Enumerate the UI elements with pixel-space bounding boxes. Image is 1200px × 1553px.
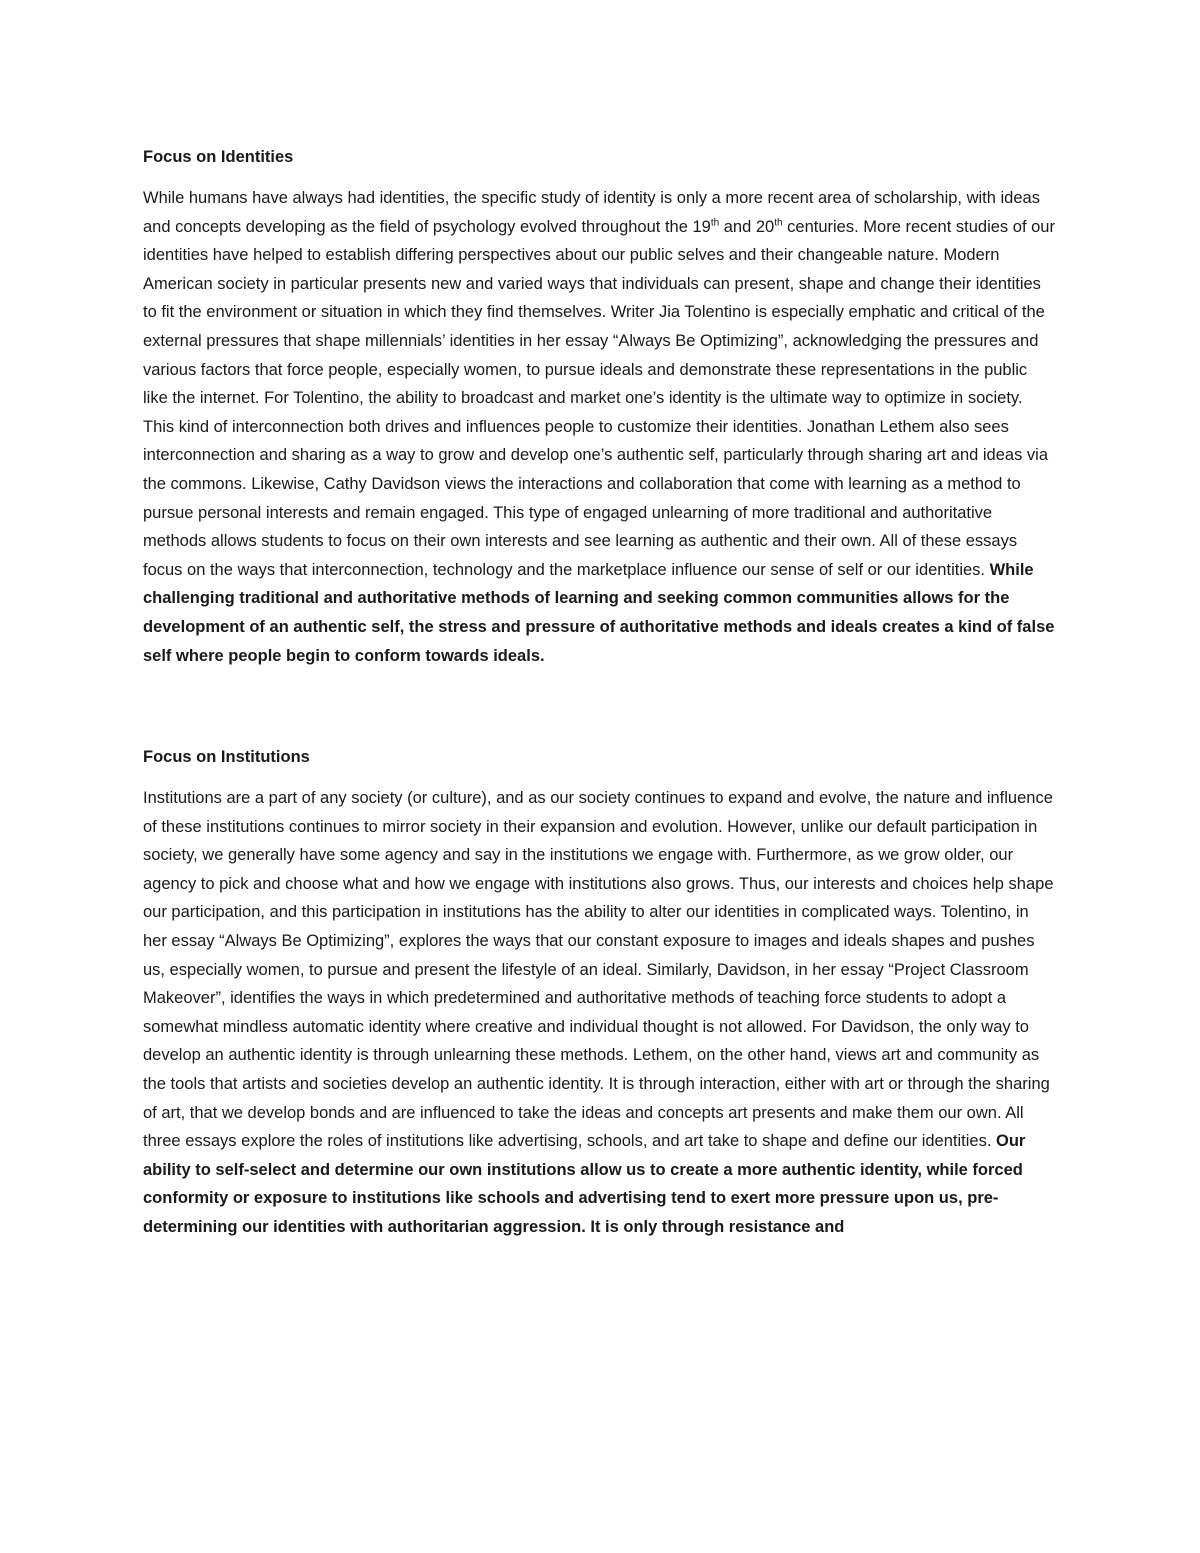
superscript: th	[710, 217, 720, 229]
section-heading-institutions: Focus on Institutions	[143, 748, 310, 767]
paragraph-institutions	[143, 784, 1055, 1242]
section-heading-identities: Focus on Identities	[143, 148, 294, 166]
thesis-statement-institutions: Our ability to self-select and determine our own institutions allow us to create a more authentic identity, while forced conformity or exposure to institutions like schools and advertising tend to exert more pressure upon us, pre-determining our identities with authoritarian aggression. It is only through resistance and	[143, 1132, 1026, 1236]
section-spacer	[143, 670, 1055, 745]
paragraph-identities	[143, 184, 1055, 670]
paragraph-text: centuries. More recent studies of our identities have helped to establish differing perspectives about our public selves and their changeable nature. Modern American society in particular presents new and varied ways that individuals can present, shape and change their identities to fit the environment or situation in which they find themselves. Writer Jia Tolentino is especially emphatic and critical of the external pressures that shape millennials’ identities in her essay “Always Be Optimizing”, acknowledging the pressures and various factors that force people, especially women, to pursue ideals and demonstrate these representations in the public like the internet. For Tolentino, the ability to broadcast and market one’s identity is the ultimate way to optimize in society. This kind of interconnection both drives and influences people to customize their identities. Jonathan Lethem also sees interconnection and sharing as a way to grow and develop one’s authentic self, particularly through sharing art and ideas via the commons. Likewise, Cathy Davidson views the interactions and collaboration that come with learning as a method to pursue personal interests and remain engaged. This type of engaged unlearning of more traditional and authoritative methods allows students to focus on their own interests and see learning as authentic and their own. All of these essays focus on the ways that interconnection, technology and the marketplace influence our sense of self or our identities.	[143, 217, 1055, 579]
paragraph-text: and 20	[719, 217, 775, 236]
paragraph-text: While humans have always had identities, the specific study of identity is only a more recent area of scholarship, with ideas and concepts developing as the field of psychology evolved throughout the 19	[143, 189, 1040, 236]
paragraph-text: Institutions are a part of any society (or culture), and as our society continues to expand and evolve, the nature and influence of these institutions continues to mirror society in their expansion and evolution. However, unlike our default participation in society, we generally have some agency and say in the institutions we engage with. Furthermore, as we grow older, our agency to pick and choose what and how we engage with institutions also grows. Thus, our interests and choices help shape our participation, and this participation in institutions has the ability to alter our identities in complicated ways. Tolentino, in her essay “Always Be Optimizing”, explores the ways that our constant exposure to images and ideals shapes and pushes us, especially women, to pursue and present the lifestyle of an ideal. Similarly, Davidson, in her essay “Project Classroom Makeover”, identifies the ways in which predetermined and authoritative methods of teaching force students to adopt a somewhat mindless automatic identity where creative and individual thought is not allowed. For Davidson, the only way to develop an authentic identity is through unlearning these methods. Lethem, on the other hand, views art and community as the tools that artists and societies develop an authentic identity. It is through interaction, either with art or through the sharing of art, that we develop bonds and are influenced to take the ideas and concepts art presents and make them our own. All three essays explore the roles of institutions like advertising, schools, and art take to shape and define our identities.	[143, 789, 1054, 1151]
superscript: th	[774, 217, 783, 229]
thesis-statement-identities: While challenging traditional and authoritative methods of learning and seeking common communities allows for the development of an authentic self, the stress and pressure of authoritative methods and ideals creates a kind of false self where people begin to conform towards ideals.	[143, 560, 1055, 665]
